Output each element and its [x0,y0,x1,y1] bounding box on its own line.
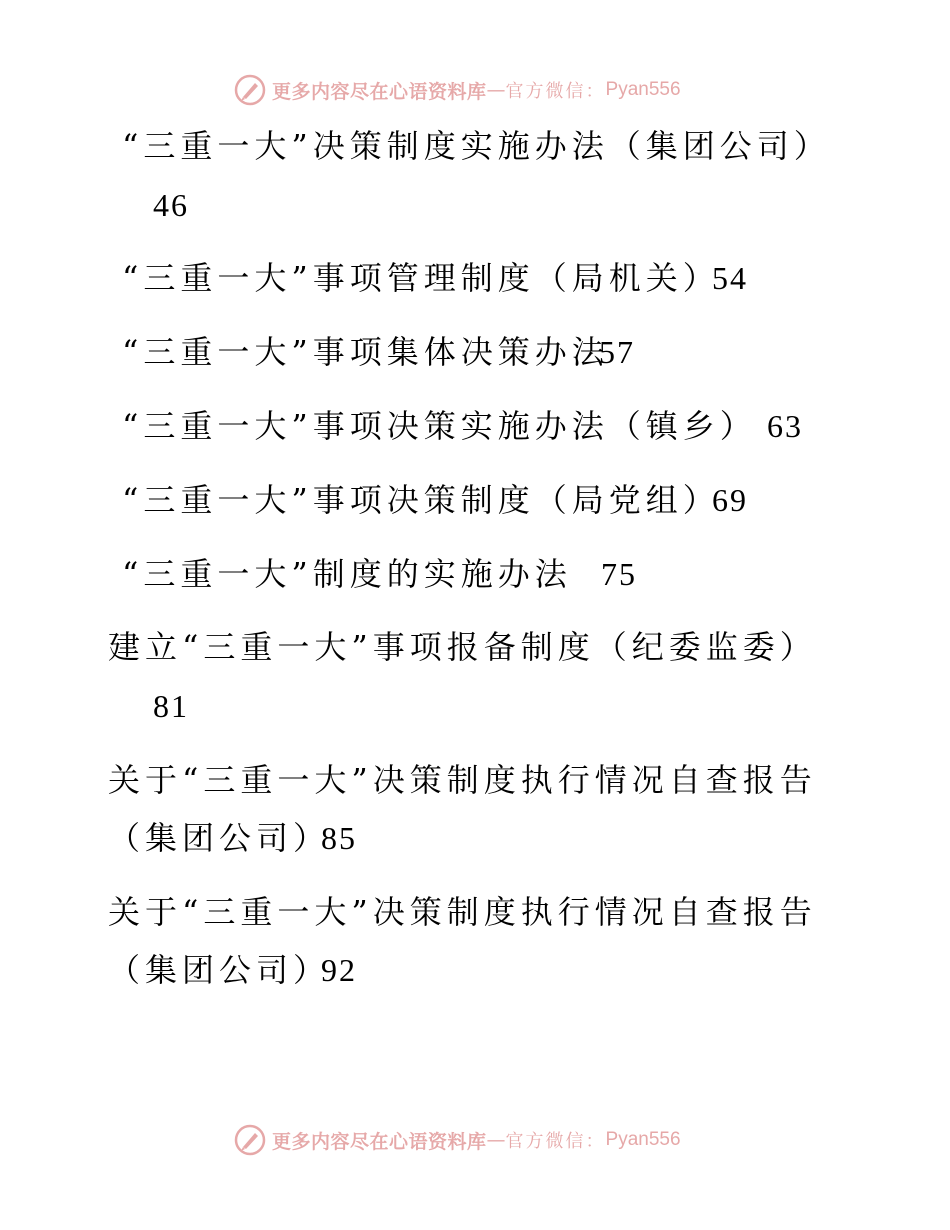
toc-entry-4-page: 63 [767,408,803,444]
pen-logo-icon [234,1124,266,1156]
toc-entry-2-title[interactable]: “三重一大”事项管理制度（局机关） [122,259,720,297]
watermark-separator: — [486,1129,506,1151]
toc-entry-4-title[interactable]: “三重一大”事项决策实施办法（镇乡） [122,407,757,445]
toc-entry-5-page: 69 [712,482,748,518]
watermark-wechat-label: 官方微信： [505,81,606,102]
watermark-wechat-label: 官方微信： [505,1131,606,1152]
watermark-separator: — [486,79,506,101]
watermark-wechat-id: Pyan556 [605,1129,681,1150]
toc-entry-6-page: 75 [601,556,637,592]
toc-entry-1-page: 46 [153,187,189,223]
toc-entry-9-page: 92 [321,952,357,988]
toc-entry-9-title[interactable]: 关于“三重一大”决策制度执行情况自查报告 [108,893,817,931]
toc-entry-2-page: 54 [712,260,748,296]
toc-entry-5-title[interactable]: “三重一大”事项决策制度（局党组） [122,481,720,519]
toc-entry-7-page: 81 [153,688,189,724]
header-watermark [234,72,681,108]
toc-entry-8-title[interactable]: 关于“三重一大”决策制度执行情况自查报告 [108,761,817,799]
toc-entry-8-title-cont[interactable]: （集团公司） [108,819,331,857]
toc-entry-3-title[interactable]: “三重一大”事项集体决策办法 [122,333,609,371]
toc-entry-6-title[interactable]: “三重一大”制度的实施办法 [122,555,572,593]
toc-entry-7-title[interactable]: 建立“三重一大”事项报备制度（纪委监委） [108,628,817,666]
pen-logo-icon [234,74,266,106]
toc-entry-8-page: 85 [321,820,357,856]
watermark-text: 更多内容尽在心语资料库 [272,1130,487,1153]
footer-watermark [234,1122,681,1158]
watermark-wechat-id: Pyan556 [605,79,681,100]
toc-entry-9-title-cont[interactable]: （集团公司） [108,951,331,989]
toc-entry-3-page: 57 [599,334,635,370]
watermark-text: 更多内容尽在心语资料库 [272,80,487,103]
toc-entry-1-title[interactable]: “三重一大”决策制度实施办法（集团公司） [122,127,831,165]
